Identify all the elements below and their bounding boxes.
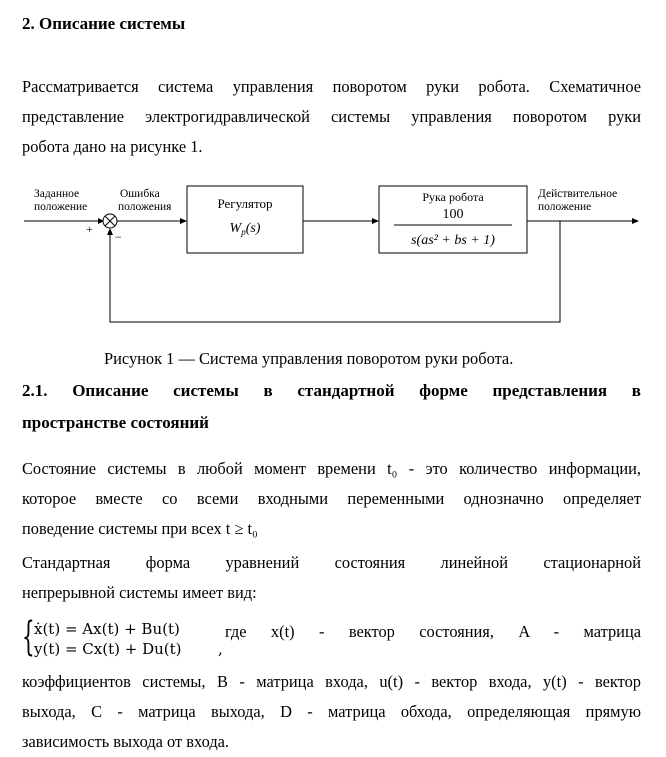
error-arrowhead [180, 218, 187, 224]
definitions-paragraph [22, 667, 641, 757]
standard-form-paragraph [22, 548, 641, 608]
state-equations [22, 614, 232, 662]
intro-line-3: робота дано на рисунке 1. [22, 137, 203, 156]
section-title: 2. Описание системы [22, 14, 186, 33]
input-label-line1: Заданное [34, 188, 80, 200]
state-line-3: поведение системы при всех t ≥ t₀ [22, 519, 258, 538]
where-line: где x(t) - вектор состояния, A - матрица [225, 622, 641, 641]
plant-title: Рука робота [422, 190, 484, 204]
error-label-line2: положения [118, 201, 172, 213]
figure-caption: Рисунок 1 — Система управления поворотом руки робота. [104, 349, 514, 368]
output-equation: y(t) = Cx(t) + Du(t) [34, 640, 182, 658]
state-paragraph [22, 454, 641, 544]
output-label-line2: положение [538, 201, 592, 213]
plant-denominator: s(as² + bs + 1) [411, 233, 495, 248]
control-arrowhead [372, 218, 379, 224]
subsection-title-line1: 2.1. Описание системы в стандартной форме представления в [22, 381, 641, 400]
subsection-title-line2: пространстве состояний [22, 413, 209, 432]
intro-paragraph [22, 72, 641, 162]
intro-line-2: представление электрогидравлической системы управления поворотом руки [22, 107, 641, 126]
definition-line-1: коэффициентов системы, B - матрица входа, u(t) - вектор входа, y(t) - вектор [22, 672, 641, 691]
block-diagram [20, 180, 646, 340]
equation-comma: , [218, 640, 223, 658]
plus-sign: + [86, 222, 93, 236]
state-line-1: Состояние системы в любой момент времени t₀ - это количество информации, [22, 459, 641, 478]
intro-line-1: Рассматривается система управления поворотом руки робота. Схематичное [22, 77, 641, 96]
standard-form-line-1: Стандартная форма уравнений состояния линейной стационарной [22, 553, 641, 572]
error-label-line1: Ошибка [120, 188, 160, 200]
state-equation: ẋ(t) = Ax(t) + Bu(t) [34, 620, 180, 638]
definition-line-3: зависимость выхода от входа. [22, 732, 230, 751]
equation-brace: { [22, 614, 35, 660]
controller-title: Регулятор [217, 196, 273, 211]
feedback-arrowhead [107, 228, 113, 235]
state-line-2: которое вместе со всеми входными переменными однозначно определяет [22, 489, 641, 508]
standard-form-line-2: непрерывной системы имеет вид: [22, 583, 257, 602]
definition-line-2: выхода, C - матрица выхода, D - матрица обхода, определяющая прямую [22, 702, 641, 721]
summing-junction [103, 214, 117, 228]
controller-transfer-function: $W_p(s)$ [229, 221, 261, 237]
plant-numerator: 100 [442, 207, 464, 222]
minus-sign: − [115, 230, 122, 244]
output-arrowhead [632, 218, 639, 224]
input-label-line2: положение [34, 201, 88, 213]
output-label-line1: Действительное [538, 188, 618, 200]
